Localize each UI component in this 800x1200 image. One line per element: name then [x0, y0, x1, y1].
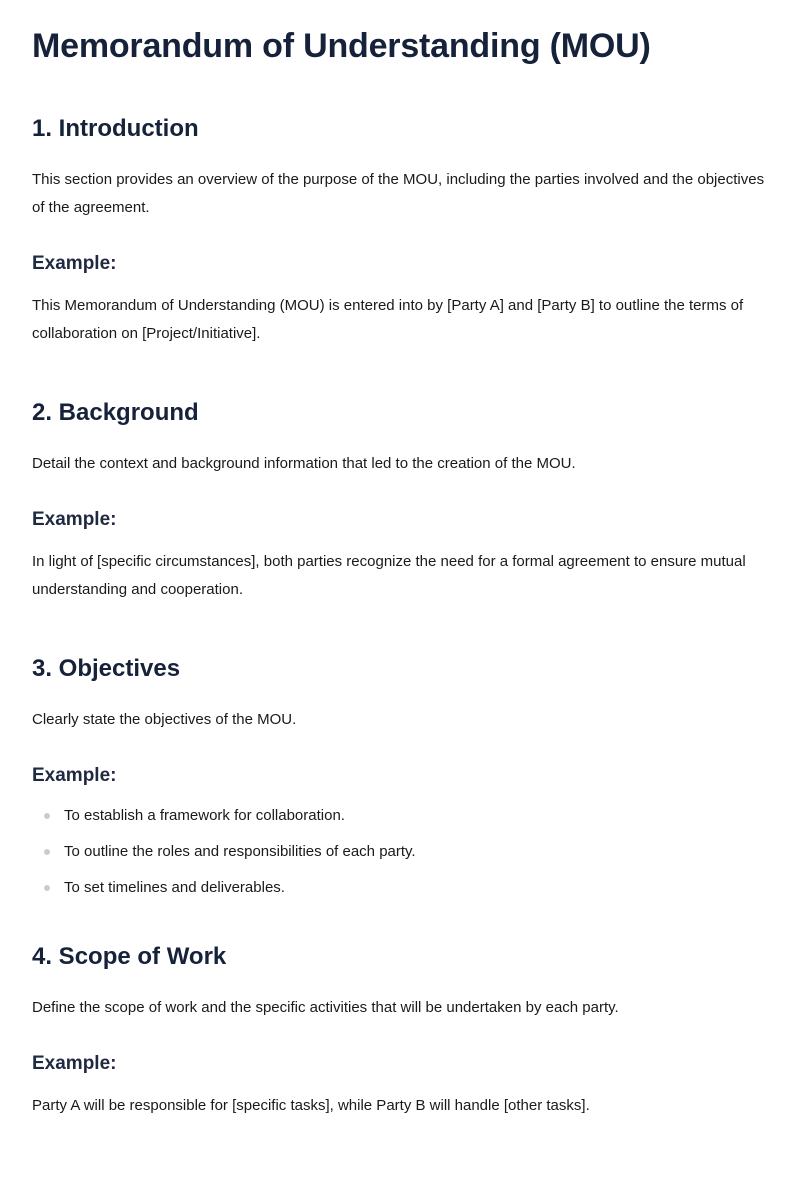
- section-description: Define the scope of work and the specific activities that will be undertaken by each party.: [32, 999, 619, 1016]
- section-spacer: [32, 376, 768, 396]
- bullet-icon: [44, 849, 50, 855]
- page-title: Memorandum of Understanding (MOU): [32, 27, 651, 65]
- example-text: This Memorandum of Understanding (MOU) is entered into by [Party A] and [Party B] to outline the terms of collaboration on [Project/Initiative].: [32, 297, 744, 342]
- list-item: [32, 840, 768, 864]
- section-heading: 3. Objectives: [32, 655, 181, 682]
- section-introduction: [32, 112, 768, 348]
- list-item-text: To outline the roles and responsibilities of each party.: [64, 843, 416, 860]
- section-heading: 1. Introduction: [32, 115, 199, 142]
- example-text: In light of [specific circumstances], both parties recognize the need for a formal agreement to ensure mutual understanding and cooperation.: [32, 553, 746, 598]
- example-heading: Example:: [32, 253, 117, 274]
- section-spacer: [32, 632, 768, 652]
- section-description: Clearly state the objectives of the MOU.: [32, 711, 297, 728]
- example-heading: Example:: [32, 765, 117, 786]
- section-description: Detail the context and background information that led to the creation of the MOU.: [32, 455, 576, 472]
- section-description: This section provides an overview of the purpose of the MOU, including the parties involved and the objectives of the agreement.: [32, 171, 765, 216]
- section-scope-of-work: [32, 940, 768, 1120]
- section-objectives: [32, 652, 768, 900]
- example-text: Party A will be responsible for [specific tasks], while Party B will handle [other tasks].: [32, 1097, 590, 1114]
- example-heading: Example:: [32, 1053, 117, 1074]
- bullet-icon: [44, 813, 50, 819]
- example-list: [32, 804, 768, 900]
- section-background: [32, 396, 768, 604]
- section-heading: 2. Background: [32, 399, 199, 426]
- list-item-text: To set timelines and deliverables.: [64, 879, 285, 896]
- bullet-icon: [44, 885, 50, 891]
- list-item: [32, 876, 768, 900]
- section-heading: 4. Scope of Work: [32, 943, 227, 970]
- list-item: [32, 804, 768, 828]
- example-heading: Example:: [32, 509, 117, 530]
- list-item-text: To establish a framework for collaboration.: [64, 807, 345, 824]
